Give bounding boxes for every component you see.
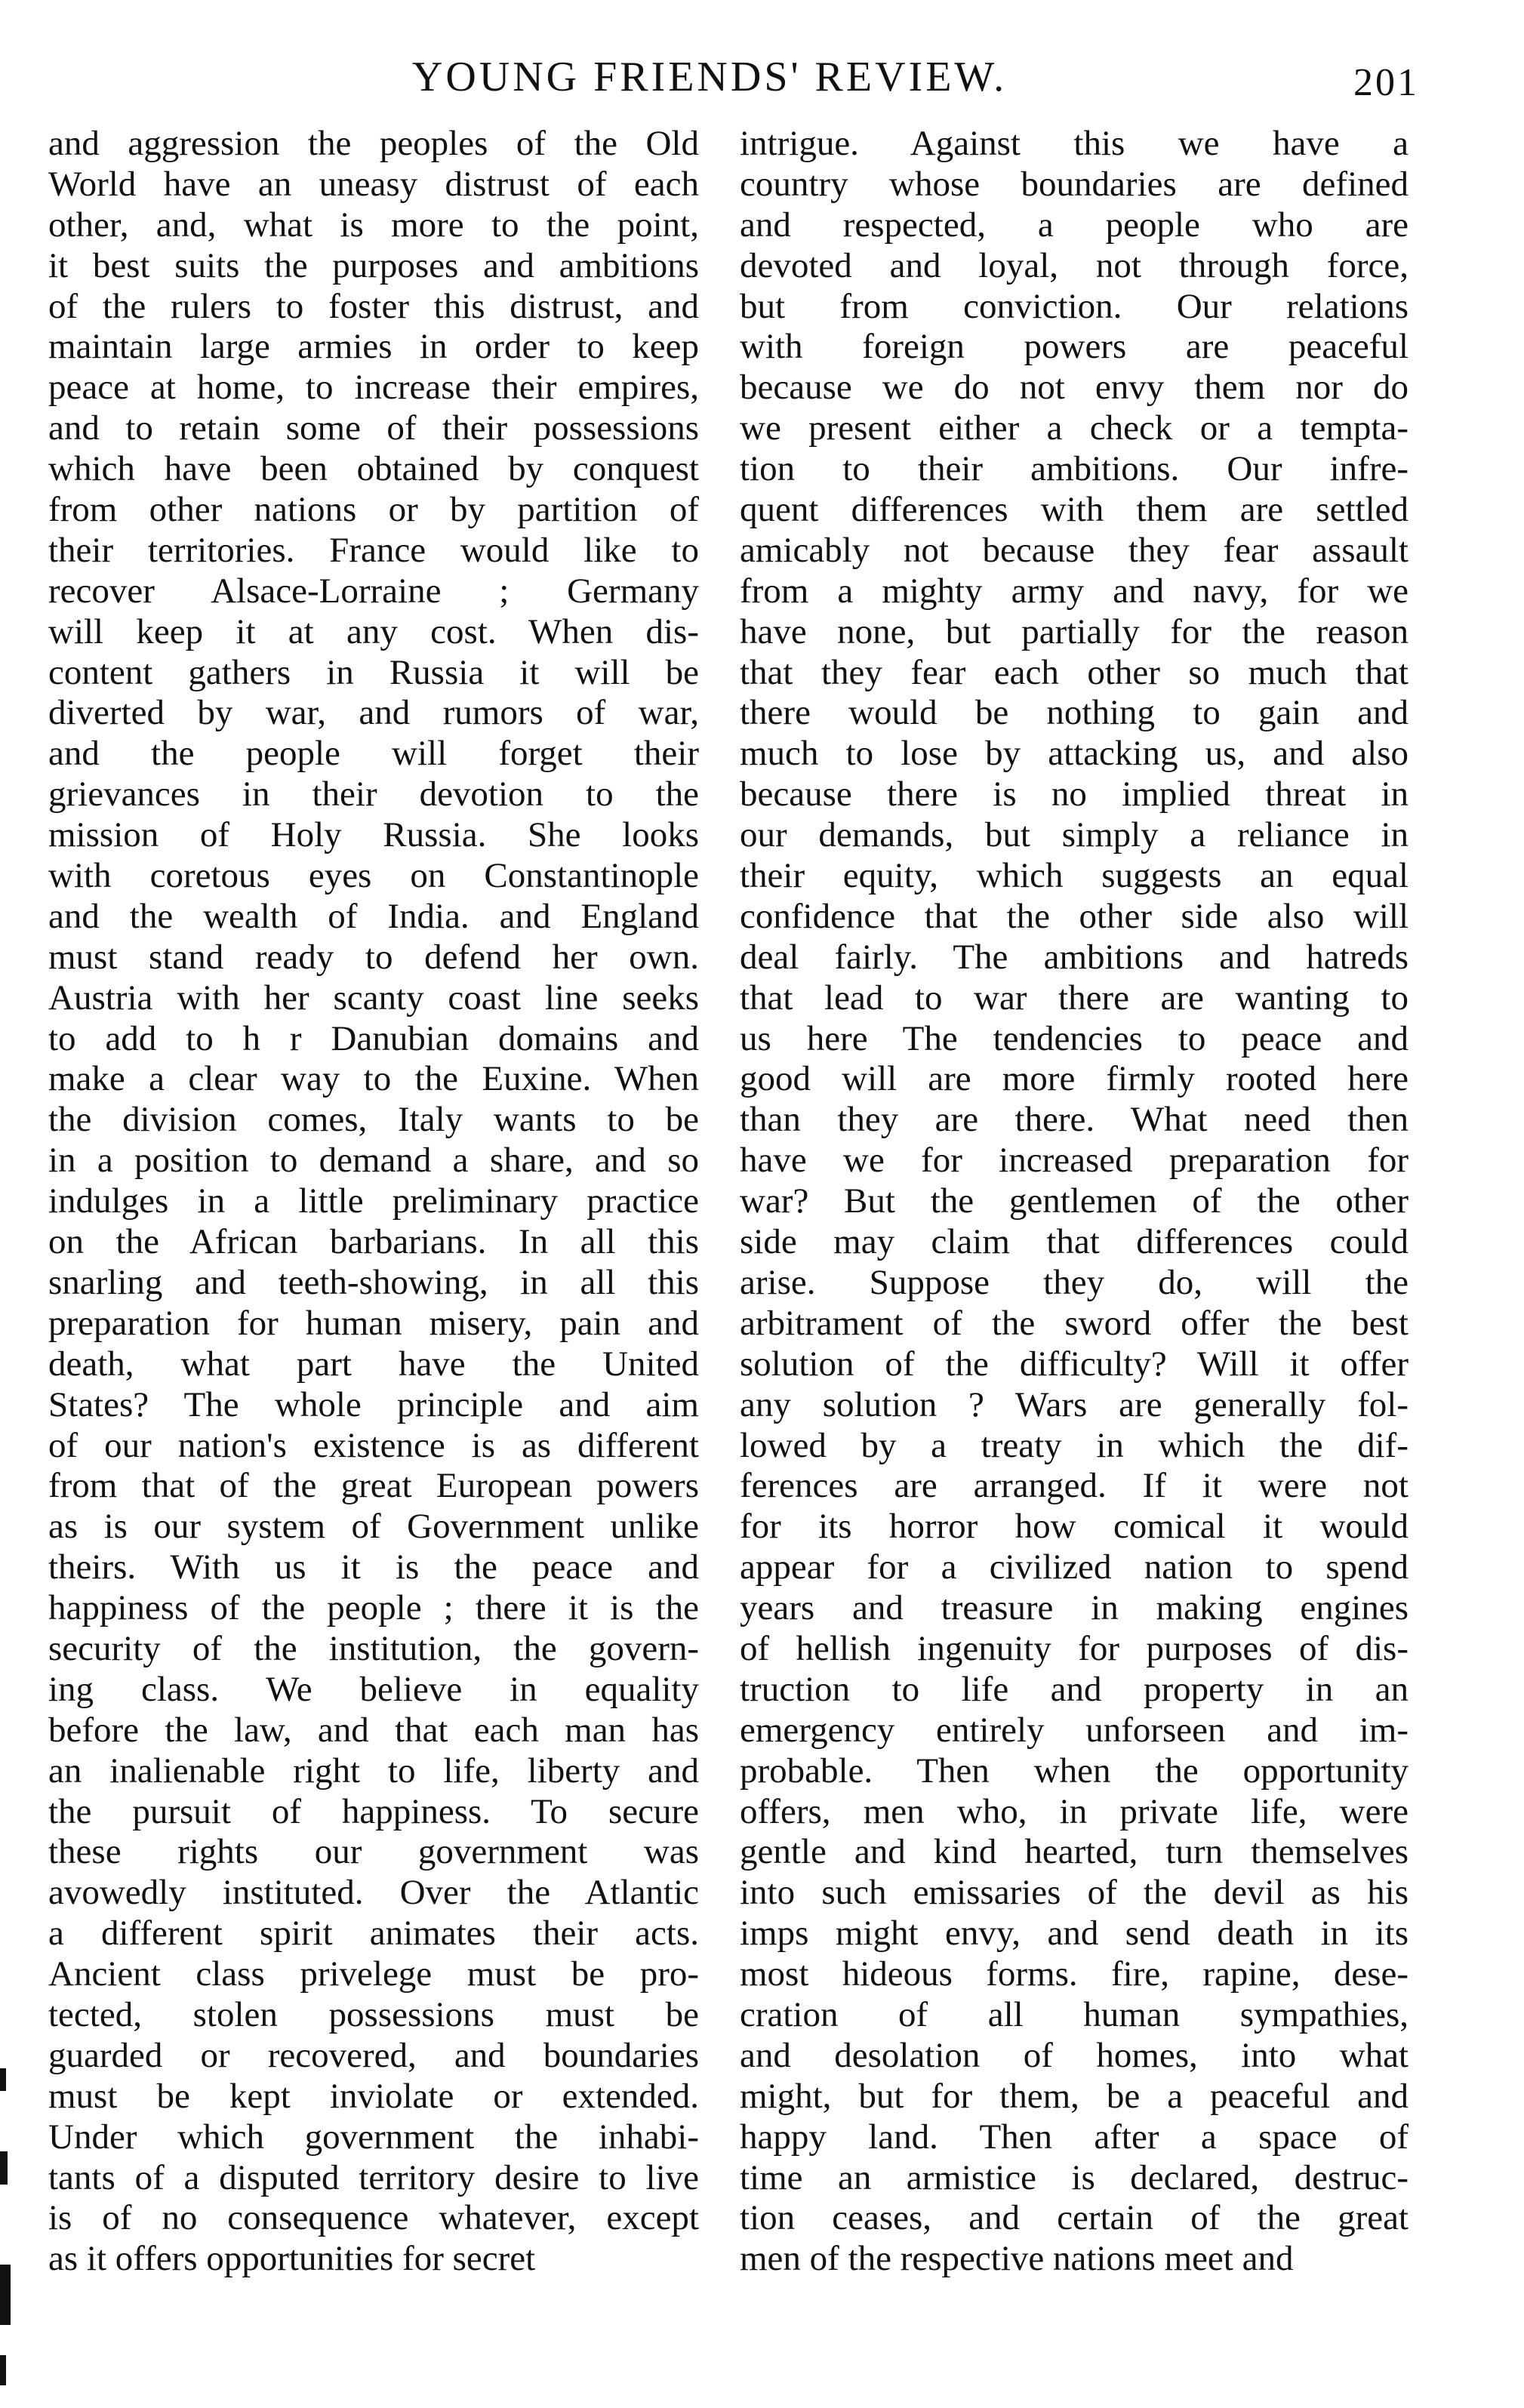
text-line: Austria with her scanty coast line seeks	[48, 978, 699, 1018]
text-line: and the people will forget their	[48, 734, 699, 774]
text-line: an inalienable right to life, liberty and	[48, 1751, 699, 1791]
text-line: men of the respective nations meet and	[740, 2239, 1294, 2279]
text-line: because there is no implied threat in	[740, 774, 1409, 814]
page-number: 201	[1353, 61, 1419, 104]
text-line: World have an uneasy distrust of each	[48, 164, 699, 204]
page-edge-marks	[0, 2038, 17, 2408]
text-line: and aggression the peoples of the Old	[48, 124, 699, 163]
text-line: quent differences with them are settled	[740, 490, 1409, 530]
text-line: war? But the gentlemen of the other	[740, 1181, 1409, 1221]
text-line: content gathers in Russia it will be	[48, 652, 699, 692]
text-line: that they fear each other so much that	[740, 652, 1409, 692]
text-line: we present either a check or a tempta-	[740, 408, 1409, 448]
text-line: of our nation's existence is as different	[48, 1425, 699, 1465]
right-text-column	[740, 124, 1409, 2280]
text-line: devoted and loyal, not through force,	[740, 245, 1409, 285]
text-line: as is our system of Government unlike	[48, 1507, 699, 1547]
running-head	[0, 47, 1524, 107]
text-line: maintain large armies in order to keep	[48, 327, 699, 367]
text-line: avowedly instituted. Over the Atlantic	[48, 1873, 699, 1913]
text-line: States? The whole principle and aim	[48, 1384, 699, 1424]
text-line: intrigue. Against this we have a	[740, 124, 1409, 163]
text-line: from other nations or by partition of	[48, 490, 699, 530]
text-line: deal fairly. The ambitions and hatreds	[740, 937, 1409, 977]
text-line: have none, but partially for the reason	[740, 611, 1409, 651]
text-line: solution of the difficulty? Will it offer	[740, 1344, 1409, 1384]
text-line: that lead to war there are wanting to	[740, 978, 1409, 1018]
text-line: death, what part have the United	[48, 1344, 699, 1384]
text-line: indulges in a little preliminary practice	[48, 1181, 699, 1221]
text-line: their equity, which suggests an equal	[740, 856, 1409, 896]
text-line: tion to their ambitions. Our infre-	[740, 449, 1409, 489]
text-line: will keep it at any cost. When dis-	[48, 611, 699, 651]
text-line: good will are more firmly rooted here	[740, 1059, 1409, 1099]
text-line: and to retain some of their possessions	[48, 408, 699, 448]
text-line: much to lose by attacking us, and also	[740, 734, 1409, 774]
text-line: is of no consequence whatever, except	[48, 2198, 699, 2238]
text-line: time an armistice is declared, destruc-	[740, 2157, 1409, 2197]
text-line: which have been obtained by conquest	[48, 449, 699, 489]
text-line: side may claim that differences could	[740, 1222, 1409, 1262]
text-line: from a mighty army and navy, for we	[740, 571, 1409, 611]
text-line: most hideous forms. fire, rapine, dese-	[740, 1954, 1409, 1994]
text-line: Ancient class privelege must be pro-	[48, 1954, 699, 1994]
text-line: our demands, but simply a reliance in	[740, 815, 1409, 855]
text-line: preparation for human misery, pain and	[48, 1303, 699, 1343]
text-line: snarling and teeth-showing, in all this	[48, 1262, 699, 1302]
text-line: as it offers opportunities for secret	[48, 2239, 536, 2279]
text-line: emergency entirely unforseen and im-	[740, 1710, 1409, 1750]
text-line: offers, men who, in private life, were	[740, 1791, 1409, 1831]
text-line: of hellish ingenuity for purposes of dis-	[740, 1628, 1409, 1668]
journal-title: YOUNG FRIENDS' REVIEW.	[411, 54, 1008, 100]
text-line: years and treasure in making engines	[740, 1588, 1409, 1628]
text-line: imps might envy, and send death in its	[740, 1914, 1409, 1954]
text-line: peace at home, to increase their empires,	[48, 368, 699, 408]
text-line: of the rulers to foster this distrust, and	[48, 286, 699, 326]
text-line: Under which government the inhabi-	[48, 2117, 699, 2157]
text-line: confidence that the other side also will	[740, 896, 1409, 936]
text-line: in a position to demand a share, and so	[48, 1141, 699, 1181]
text-line: appear for a civilized nation to spend	[740, 1547, 1409, 1587]
text-line: and the wealth of India. and England	[48, 896, 699, 936]
text-line: security of the institution, the govern-	[48, 1628, 699, 1668]
text-line: these rights our government was	[48, 1832, 699, 1872]
text-line: to add to h r Danubian domains and	[48, 1018, 699, 1058]
text-line: country whose boundaries are defined	[740, 164, 1409, 204]
text-line: amicably not because they fear assault	[740, 530, 1409, 570]
text-line: truction to life and property in an	[740, 1669, 1409, 1709]
text-line: before the law, and that each man has	[48, 1710, 699, 1750]
text-line: recover Alsace-Lorraine ; Germany	[48, 571, 699, 611]
text-line: ing class. We believe in equality	[48, 1669, 699, 1709]
text-line: lowed by a treaty in which the dif-	[740, 1425, 1409, 1465]
text-line: than they are there. What need then	[740, 1100, 1409, 1140]
text-line: tion ceases, and certain of the great	[740, 2198, 1409, 2238]
text-line: into such emissaries of the devil as his	[740, 1873, 1409, 1913]
text-line: it best suits the purposes and ambitions	[48, 245, 699, 285]
text-line: the division comes, Italy wants to be	[48, 1100, 699, 1140]
text-line: grievances in their devotion to the	[48, 774, 699, 814]
text-line: a different spirit animates their acts.	[48, 1914, 699, 1954]
text-line: gentle and kind hearted, turn themselves	[740, 1832, 1409, 1872]
text-line: ferences are arranged. If it were not	[740, 1466, 1409, 1506]
text-line: and desolation of homes, into what	[740, 2035, 1409, 2075]
text-line: on the African barbarians. In all this	[48, 1222, 699, 1262]
text-line: us here The tendencies to peace and	[740, 1018, 1409, 1058]
text-line: any solution ? Wars are generally fol-	[740, 1384, 1409, 1424]
text-line: other, and, what is more to the point,	[48, 205, 699, 245]
text-line: tants of a disputed territory desire to live	[48, 2157, 699, 2197]
text-line: but from conviction. Our relations	[740, 286, 1409, 326]
text-line: with foreign powers are peaceful	[740, 327, 1409, 367]
text-line: cration of all human sympathies,	[740, 1994, 1409, 2034]
text-line: happiness of the people ; there it is the	[48, 1588, 699, 1628]
text-line: from that of the great European powers	[48, 1466, 699, 1506]
text-line: probable. Then when the opportunity	[740, 1751, 1409, 1791]
text-line: arise. Suppose they do, will the	[740, 1262, 1409, 1302]
text-line: diverted by war, and rumors of war,	[48, 693, 699, 733]
text-line: theirs. With us it is the peace and	[48, 1547, 699, 1587]
text-line: must stand ready to defend her own.	[48, 937, 699, 977]
text-line: have we for increased preparation for	[740, 1141, 1409, 1181]
text-line: their territories. France would like to	[48, 530, 699, 570]
text-line: because we do not envy them nor do	[740, 368, 1409, 408]
text-line: mission of Holy Russia. She looks	[48, 815, 699, 855]
text-line: happy land. Then after a space of	[740, 2117, 1409, 2157]
text-line: for its horror how comical it would	[740, 1507, 1409, 1547]
text-line: arbitrament of the sword offer the best	[740, 1303, 1409, 1343]
text-line: guarded or recovered, and boundaries	[48, 2035, 699, 2075]
text-line: might, but for them, be a peaceful and	[740, 2076, 1409, 2116]
text-line: and respected, a people who are	[740, 205, 1409, 245]
text-line: with coretous eyes on Constantinople	[48, 856, 699, 896]
text-line: must be kept inviolate or extended.	[48, 2076, 699, 2116]
text-line: tected, stolen possessions must be	[48, 1994, 699, 2034]
text-line: the pursuit of happiness. To secure	[48, 1791, 699, 1831]
left-text-column	[48, 124, 699, 2280]
text-line: there would be nothing to gain and	[740, 693, 1409, 733]
text-line: make a clear way to the Euxine. When	[48, 1059, 699, 1099]
